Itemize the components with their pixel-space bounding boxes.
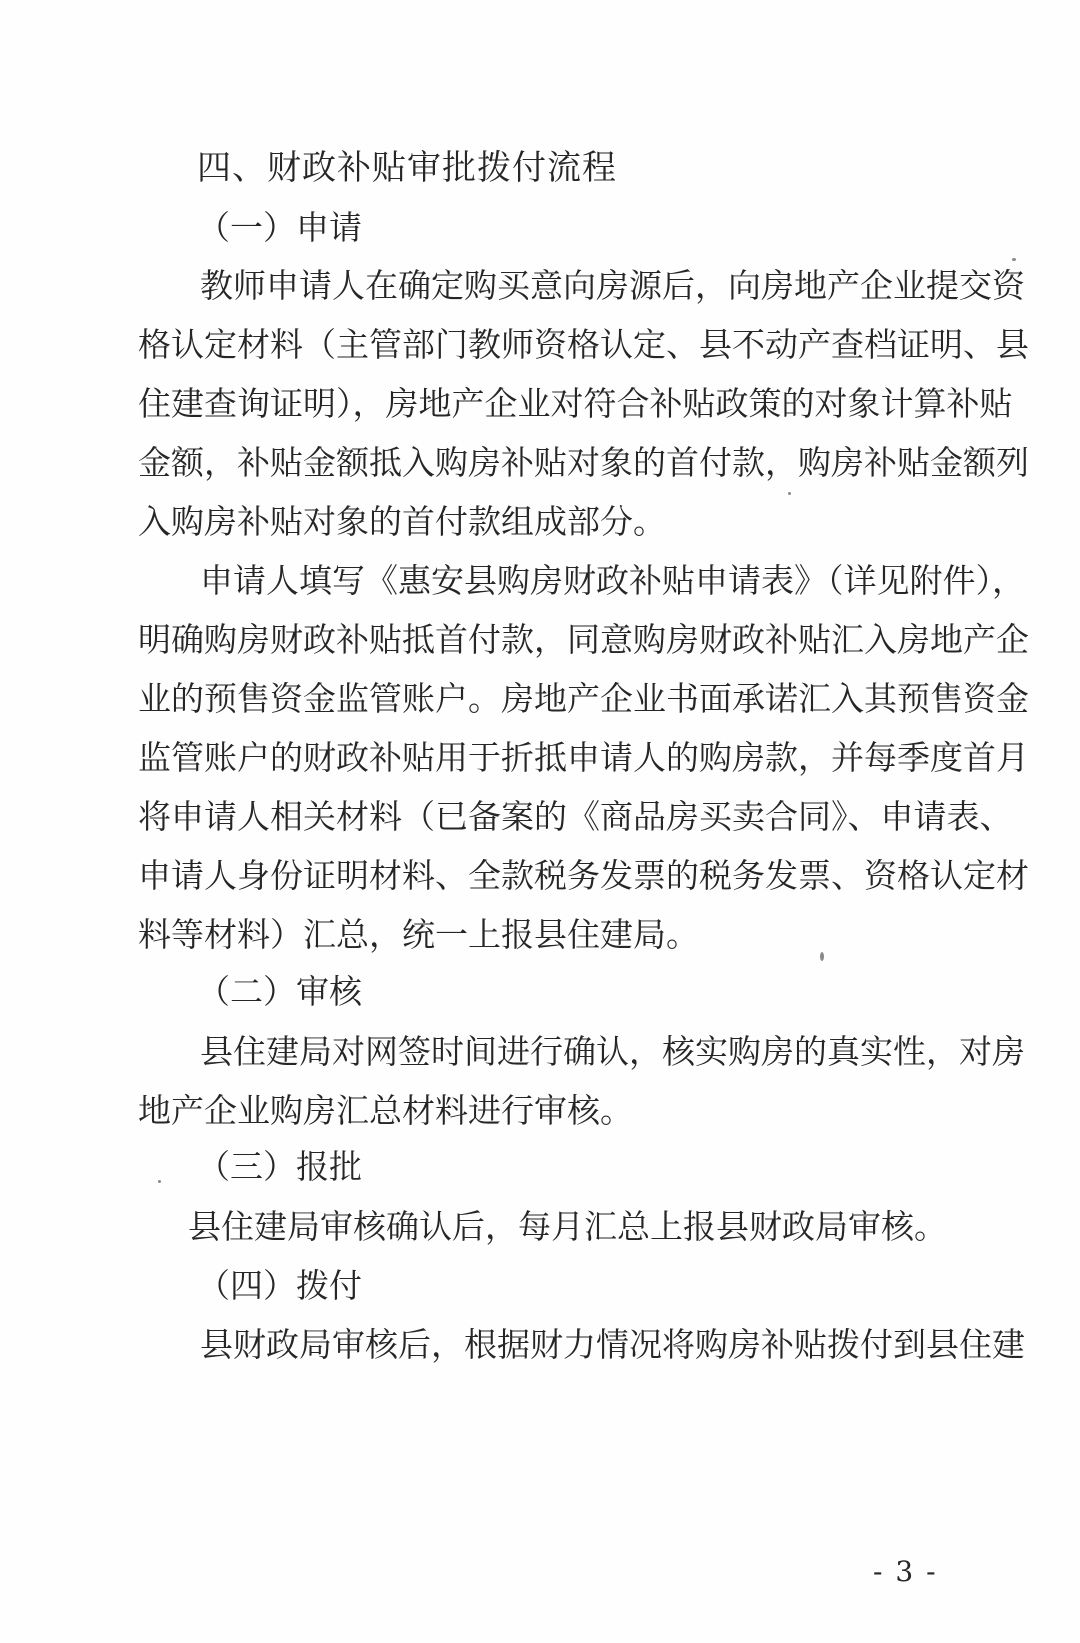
paragraph-line: 县住建局对网签时间进行确认，核实购房的真实性，对房 <box>200 1032 1025 1071</box>
paragraph-line: 金额，补贴金额抵入购房补贴对象的首付款，购房补贴金额列 <box>138 443 1029 482</box>
paragraph-line: 县住建局审核确认后，每月汇总上报县财政局审核。 <box>188 1207 947 1246</box>
scan-speck <box>1012 258 1016 261</box>
paragraph-line: 住建查询证明），房地产企业对符合补贴政策的对象计算补贴 <box>138 384 1013 423</box>
paragraph-line: 地产企业购房汇总材料进行审核。 <box>138 1091 633 1130</box>
paragraph-line: 入购房补贴对象的首付款组成部分。 <box>138 502 666 541</box>
scan-speck <box>158 1180 161 1183</box>
page-number: - 3 - <box>873 1555 938 1588</box>
paragraph-line: 教师申请人在确定购买意向房源后，向房地产企业提交资 <box>200 266 1025 305</box>
paragraph-line: 料等材料）汇总，统一上报县住建局。 <box>138 915 699 954</box>
paragraph-line: 业的预售资金监管账户。房地产企业书面承诺汇入其预售资金 <box>138 679 1029 718</box>
paragraph-line: 县财政局审核后，根据财力情况将购房补贴拨付到县住建 <box>200 1325 1025 1364</box>
subsection-heading-review: （二）审核 <box>197 972 362 1011</box>
subsection-heading-approval: （三）报批 <box>197 1147 362 1186</box>
subsection-heading-disbursement: （四）拨付 <box>197 1266 362 1305</box>
paragraph-line: 明确购房财政补贴抵首付款，同意购房财政补贴汇入房地产企 <box>138 620 1029 659</box>
paragraph-line: 申请人身份证明材料、全款税务发票的税务发票、资格认定材 <box>138 856 1029 895</box>
paragraph-line: 格认定材料（主管部门教师资格认定、县不动产查档证明、县 <box>138 325 1029 364</box>
scan-speck <box>788 492 791 495</box>
paragraph-line: 申请人填写《惠安县购房财政补贴申请表》（详见附件）， <box>200 561 1025 600</box>
subsection-heading-apply: （一）申请 <box>197 208 362 247</box>
section-heading: 四、财政补贴审批拨付流程 <box>197 148 617 188</box>
paragraph-line: 监管账户的财政补贴用于折抵申请人的购房款，并每季度首月 <box>138 738 1029 777</box>
paragraph-line: 将申请人相关材料（已备案的《商品房买卖合同》、申请表、 <box>138 797 1013 836</box>
scan-speck <box>820 952 824 961</box>
